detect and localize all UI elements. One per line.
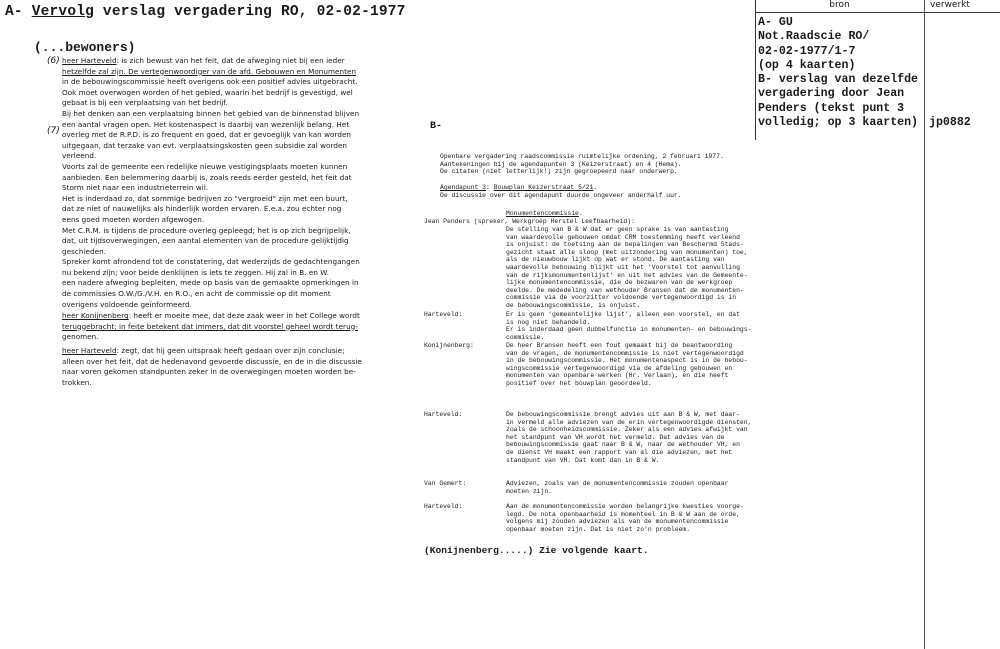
paragraph-line: een nadere afweging bepleiten, mede op basis van de gemaakte opmerkingen in bbox=[62, 278, 359, 288]
paragraph-line: overleg met de R.P.D. is zo frequent en goed, dat er gevoeglijk van kan worden bbox=[62, 130, 352, 140]
intro-line: De citaten (niet letterlijk!) zijn gegroepeerd naar onderwerp. bbox=[440, 168, 678, 176]
topic-end: . bbox=[578, 210, 583, 217]
paragraph-line: naar voren gekomen standpunten zeker in de overwegingen moeten worden be- bbox=[62, 367, 356, 377]
paragraph-line: de commissies O.W./G./V.H. en R.O., en acht de commissie op dit moment bbox=[62, 289, 331, 299]
statement-line: Adviezen, zoals van de monumentencommissie zouden openbaar bbox=[506, 480, 729, 487]
section-heading: (...bewoners) bbox=[34, 40, 136, 55]
paragraph-line: overigens voldoende geïnformeerd. bbox=[62, 299, 192, 309]
statement-line: van de vragen, de monumentencommissie is niet vertegenwoordigd bbox=[506, 349, 744, 357]
agenda-separator: : bbox=[486, 184, 494, 191]
statement-speaker: Harteveld: bbox=[424, 503, 463, 510]
agenda-duration: De discussie over dit agendapunt duurde ongeveer anderhalf uur. bbox=[440, 191, 682, 199]
statement-line: volgens mij zouden adviezen als van de monumentencommissie bbox=[506, 518, 729, 526]
paragraph-konijnenberg bbox=[62, 311, 382, 343]
statement-line: openbaar moeten zijn. Dat is niet zo'n probleem. bbox=[506, 525, 691, 533]
paragraph-line: verleend. bbox=[62, 151, 97, 161]
paragraph-line: nu bekend zijn; voor beide denklijnen is iets te zeggen. Hij zal in B. en W. bbox=[62, 267, 329, 277]
speaker-name: heer Konijnenberg bbox=[62, 311, 129, 320]
statement-line: deelde. De mededeling van wethouder Bransen dat de monumenten- bbox=[506, 286, 744, 294]
column-divider bbox=[924, 0, 925, 649]
statement-line: standpunt van VH. Dat komt dan in B & W. bbox=[506, 456, 660, 464]
statement-line: De heer Bransen heeft een fout gemaakt bij de beantwoording bbox=[506, 342, 733, 349]
statement-speaker: Van Gemert: bbox=[424, 480, 467, 487]
statement-line: positief over het bouwplan geoordeeld. bbox=[506, 379, 652, 387]
statement-speaker: Harteveld: bbox=[424, 411, 463, 418]
intro-line: Aantekeningen bij de agendapunten 3 (Keizerstraat) en 4 (Hema). bbox=[440, 160, 682, 168]
statement-text bbox=[506, 411, 751, 464]
paragraph-line bbox=[62, 311, 382, 322]
paragraph-line: dat ze niet of nauwelijks als hinderlijk worden ervaren. E.e.a. zou echter nog bbox=[62, 204, 342, 214]
paragraph-line: Het is inderdaad zo, dat sommige bedrijven zo "vergroeid" zijn met een buurt, bbox=[62, 193, 348, 203]
paragraph-line: Ook moet overwogen worden of het gebied, waarin het bedrijf is gevestigd, wel bbox=[62, 87, 353, 97]
statement-line: is onjuist: de toetsing aan de bepalingen van Beschermd Stads- bbox=[506, 241, 744, 249]
paragraph-line: Spreker komt afrondend tot de constatering, dat wederzijds de gedachtengangen bbox=[62, 257, 360, 267]
statement-line: waardevolle bebouwing blijkt uit het 'Voorstel tot aanvulling bbox=[506, 263, 740, 271]
statement-text bbox=[506, 503, 744, 533]
paragraph-line: Voorts zal de gemeente een redelijke nieuwe vestigingsplaats moeten kunnen bbox=[62, 161, 348, 171]
paragraph-line: Bij het denken aan een verplaatsing binnen het gebied van de binnenstad blijven bbox=[62, 108, 360, 118]
paragraph-line: gebaat is bij een verplaatsing van het bedrijf. bbox=[62, 98, 228, 108]
statement-line: in vermeld alle adviezen van de erin vertegenwoordigde diensten, bbox=[506, 418, 752, 426]
paragraph-line: hetzelfde zal zijn. De vertegenwoordiger van de afd. Gebouwen en Monumenten bbox=[62, 66, 357, 76]
statement-line: Aan de monumentencommissie worden belangrijke kwesties voorge- bbox=[506, 503, 744, 510]
speaker-name: heer Harteveld bbox=[62, 56, 117, 65]
first-speaker-heading: Jean Penders (spreker, Werkgroep Herstel Leefbaarheid): bbox=[424, 218, 635, 225]
paragraph-line: alleen over het feit, dat de hedenavond gevoerde discussie, en de in die discussie bbox=[62, 356, 363, 366]
paragraph-line bbox=[62, 346, 382, 357]
statement-line: gezicht staat alle sloop (met uitzondering van monumenten) toe, bbox=[506, 248, 748, 256]
bron-line: B- verslag van dezelfde bbox=[758, 73, 919, 87]
statement-line: van waardevolle gebouwen omdat CRM toestemming heeft verleend bbox=[506, 233, 740, 241]
card-b-label: B- bbox=[430, 121, 443, 132]
statement-line: De bebouwingscommissie brengt advies uit aan B & W, met daar- bbox=[506, 411, 740, 418]
paragraph-harteveld-1 bbox=[62, 56, 382, 310]
statement-line: lijke monumentencommissie, die de bezwaren van de werkgroep bbox=[506, 279, 733, 287]
intro-text bbox=[440, 153, 724, 176]
paragraph-line: genomen. bbox=[62, 332, 99, 342]
statement-line: van de rijksmonumentenlijst' en uit het advies van de Gemeente- bbox=[506, 271, 748, 279]
statement-line: in de bebouwingscommissie. Het monumentenaspect is in de bebou- bbox=[506, 357, 748, 365]
statement-line: legd. De nota openbaarheid is momenteel in B & W aan de orde, bbox=[506, 510, 740, 518]
line-text: : heeft er moeite mee, dat deze zaak weer in het College wordt bbox=[128, 311, 360, 320]
bron-line: Not.Raadscie RO/ bbox=[758, 30, 870, 44]
line-text: : is zich bewust van het feit, dat de afweging niet bij een ieder bbox=[116, 56, 345, 65]
statement-line: bebouwingscommissie gaat naar B & W, naar de wethouder VH, en bbox=[506, 441, 740, 449]
statement-speaker: Konijnenberg: bbox=[424, 342, 474, 349]
statement-line: als de nieuwbouw lijkt op wat er stond. De aantasting van bbox=[506, 256, 725, 264]
statement-line: de bebouwingscommissie, is onjuist. bbox=[506, 301, 641, 309]
bron-line: 02-02-1977/1-7 bbox=[758, 44, 856, 58]
statement-line: is nog niet behandeld. bbox=[506, 318, 591, 326]
closing-note: (Konijnenberg.....) Zie volgende kaart. bbox=[424, 545, 649, 556]
statement-speaker: Harteveld: bbox=[424, 311, 463, 318]
paragraph-line: trokken. bbox=[62, 377, 92, 387]
paragraph-line: geschieden. bbox=[62, 246, 107, 256]
title-underlined-word: Vervolg bbox=[31, 4, 95, 20]
agenda-end: . bbox=[593, 184, 598, 191]
paragraph-line: eens goed moeten worden afgewogen. bbox=[62, 214, 205, 224]
statement-line: het standpunt van VH wordt het vermeld. Dat advies van de bbox=[506, 433, 725, 441]
statement-line: Er is inderdaad geen dubbelfunctie in monumenten- en bebouwings- bbox=[506, 326, 752, 334]
statement-line: wingscommissie vertegenwoordigd via de afdeling gebouwen en bbox=[506, 364, 733, 372]
paragraph-line: Met C.R.M. is tijdens de procedure overleg gepleegd; het is op zich begrijpelijk, bbox=[62, 225, 351, 235]
paragraph-line: Storm niet naar een industrieterrein wil. bbox=[62, 183, 209, 193]
speaker-name: heer Harteveld bbox=[62, 346, 117, 355]
statement-line: De stelling van B & W dat er geen sprake is van aantasting bbox=[506, 226, 729, 233]
bron-line: vergadering door Jean bbox=[758, 87, 905, 101]
paragraph-line: in de bebouwingscommissie heeft overigens ook een positief advies uitgebracht. bbox=[62, 77, 358, 87]
statement-text bbox=[506, 226, 748, 310]
statement-line: commissie. bbox=[506, 333, 545, 341]
statement-line: zoals de schoonheidscommissie. Zeker als een advies afwijkt van bbox=[506, 426, 748, 434]
title-prefix: A- bbox=[5, 4, 32, 20]
bron-header: bron bbox=[829, 0, 850, 10]
bron-source-text bbox=[758, 16, 918, 130]
statement-line: monumenten van openbare werken (Hr. Verlaan), en die heeft bbox=[506, 372, 729, 380]
statement-line: de dienst VH maakt een rapport van al die adviezen, met het bbox=[506, 448, 733, 456]
card-a-title bbox=[5, 4, 406, 20]
table-header-rule bbox=[755, 12, 1000, 13]
statement-line: commissie via de voorzitter voldoende vertegenwoordigd is in bbox=[506, 294, 737, 302]
agenda-title: Bouwplan Keizerstraat 5/21 bbox=[493, 184, 594, 191]
topic-heading bbox=[506, 210, 583, 218]
verwerkt-header: verwerkt bbox=[930, 0, 970, 10]
paragraph-line: uitgegaan, dat terzake van evt. verplaatsingskosten geen subsidie zal worden bbox=[62, 140, 348, 150]
paragraph-line: dat, uit tijdsoverwegingen, een aantal elementen van de procedure gelijktijdig bbox=[62, 236, 349, 246]
paragraph-line: aanbieden. Een belemmering daarbij is, zoals reeds eerder gesteld, het feit dat bbox=[62, 172, 352, 182]
topic-title: Monumentencommissie bbox=[506, 210, 579, 217]
bron-line: volledig; op 3 kaarten) bbox=[758, 116, 919, 130]
agenda-label: Agendapunt 3 bbox=[440, 184, 487, 191]
margin-marker-7: (7) bbox=[47, 126, 60, 136]
intro-line: Openbare vergadering raadscommissie ruimtelijke ordening, 2 februari 1977. bbox=[440, 153, 724, 160]
agenda-item bbox=[440, 184, 682, 199]
bron-line: (op 4 kaarten) bbox=[758, 58, 856, 72]
margin-marker-6: (6) bbox=[47, 56, 60, 66]
statement-text bbox=[506, 342, 748, 388]
paragraph-harteveld-2 bbox=[62, 346, 382, 388]
paragraph-line: een aantal vragen open. Het kostenaspect is daarbij van wezenlijk belang. Het bbox=[62, 119, 350, 129]
paragraph-line bbox=[62, 56, 382, 67]
verwerkt-code: jp0882 bbox=[929, 116, 971, 129]
statement-line: Er is geen 'gemeentelijke lijst', alleen een voorstel, en dat bbox=[506, 311, 740, 318]
bron-line: A- GU bbox=[758, 16, 793, 29]
statement-line: moeten zijn. bbox=[506, 487, 553, 495]
statement-text bbox=[506, 311, 751, 341]
paragraph-line: teruggebracht; in feite betekent dat immers, dat dit voorstel geheel wordt terug- bbox=[62, 321, 358, 331]
statement-text bbox=[506, 480, 728, 495]
line-text: : zegt, dat hij geen uitspraak heeft gedaan over zijn conclusie; bbox=[116, 346, 345, 355]
bron-line: Penders (tekst punt 3 bbox=[758, 101, 905, 115]
title-rest: verslag vergadering RO, 02-02-1977 bbox=[94, 4, 406, 20]
